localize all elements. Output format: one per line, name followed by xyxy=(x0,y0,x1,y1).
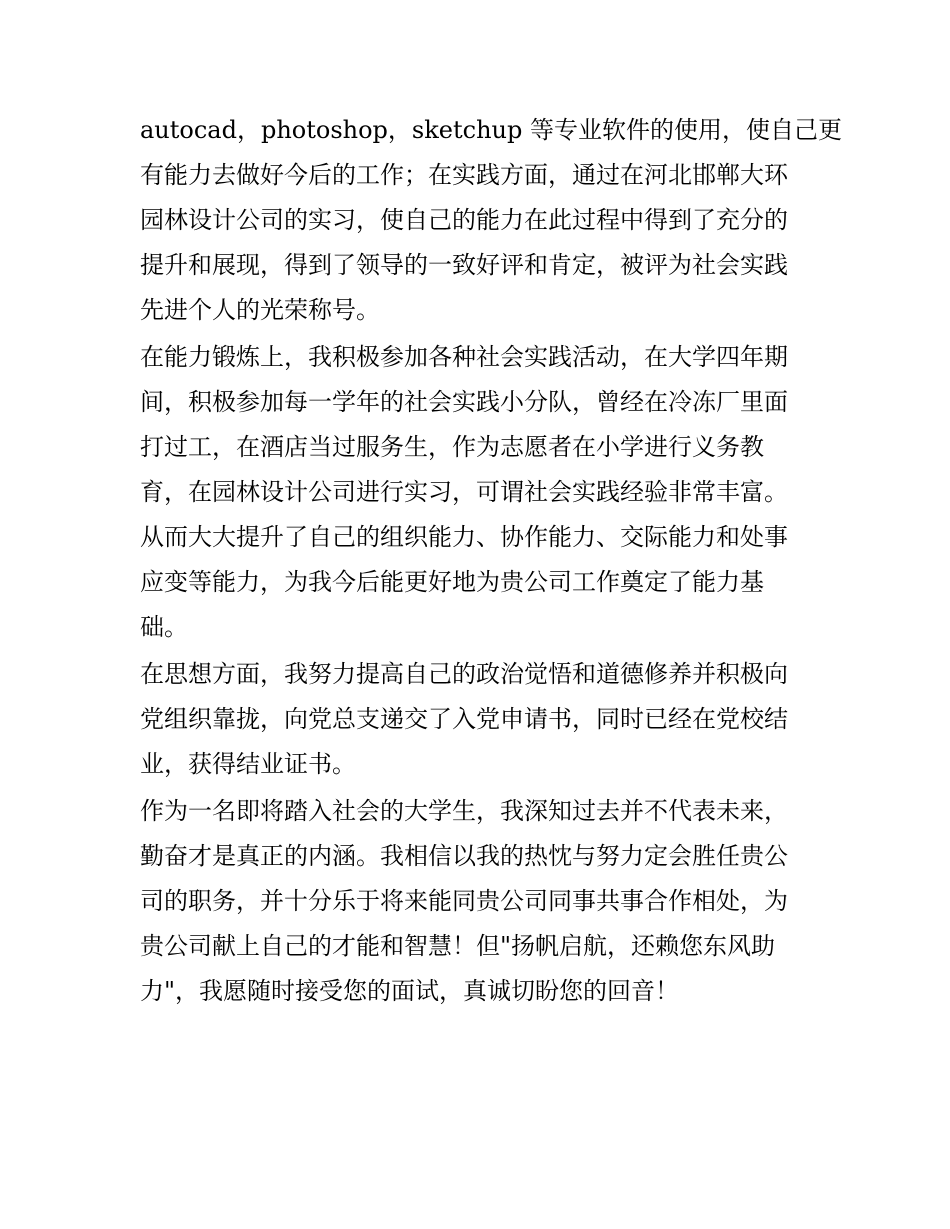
text-line: 业，获得结业证书。 xyxy=(140,750,356,778)
text-line: 在思想方面，我努力提高自己的政治觉悟和道德修养并积极向 xyxy=(140,660,788,688)
text-line: 从而大大提升了自己的组织能力、协作能力、交际能力和处事 xyxy=(140,523,788,551)
text-line: 作为一名即将踏入社会的大学生，我深知过去并不代表未来， xyxy=(140,797,788,825)
text-line: 在能力锻炼上，我积极参加各种社会实践活动，在大学四年期 xyxy=(140,343,788,371)
text-line: 司的职务，并十分乐于将来能同贵公司同事共事合作相处，为 xyxy=(140,887,788,915)
text-line: 础。 xyxy=(140,613,188,641)
text-line: 贵公司献上自己的才能和智慧！但"扬帆启航，还赖您东风助 xyxy=(140,932,776,960)
text-line: 有能力去做好今后的工作；在实践方面，通过在河北邯郸大环 xyxy=(140,161,788,189)
text-line: 间，积极参加每一学年的社会实践小分队，曾经在冷冻厂里面 xyxy=(140,388,788,416)
paragraph-closing xyxy=(140,789,812,1014)
text-line: 打过工，在酒店当过服务生，作为志愿者在小学进行义务教 xyxy=(140,433,764,461)
paragraph-skills xyxy=(140,108,842,333)
document-body xyxy=(140,108,842,1016)
text-line: autocad，photoshop，sketchup 等专业软件的使用，使自己更 xyxy=(140,116,842,144)
text-line: 力"，我愿随时接受您的面试，真诚切盼您的回音！ xyxy=(140,977,680,1005)
text-line: 党组织靠拢，向党总支递交了入党申请书，同时已经在党校结 xyxy=(140,705,788,733)
text-line: 先进个人的光荣称号。 xyxy=(140,296,380,324)
paragraph-ability xyxy=(140,335,812,650)
text-line: 育，在园林设计公司进行实习，可谓社会实践经验非常丰富。 xyxy=(140,478,788,506)
text-line: 勤奋才是真正的内涵。我相信以我的热忱与努力定会胜任贵公 xyxy=(140,842,788,870)
text-line: 应变等能力，为我今后能更好地为贵公司工作奠定了能力基 xyxy=(140,568,764,596)
text-line: 提升和展现，得到了领导的一致好评和肯定，被评为社会实践 xyxy=(140,251,788,279)
text-line: 园林设计公司的实习，使自己的能力在此过程中得到了充分的 xyxy=(140,206,788,234)
paragraph-thought xyxy=(140,652,812,787)
